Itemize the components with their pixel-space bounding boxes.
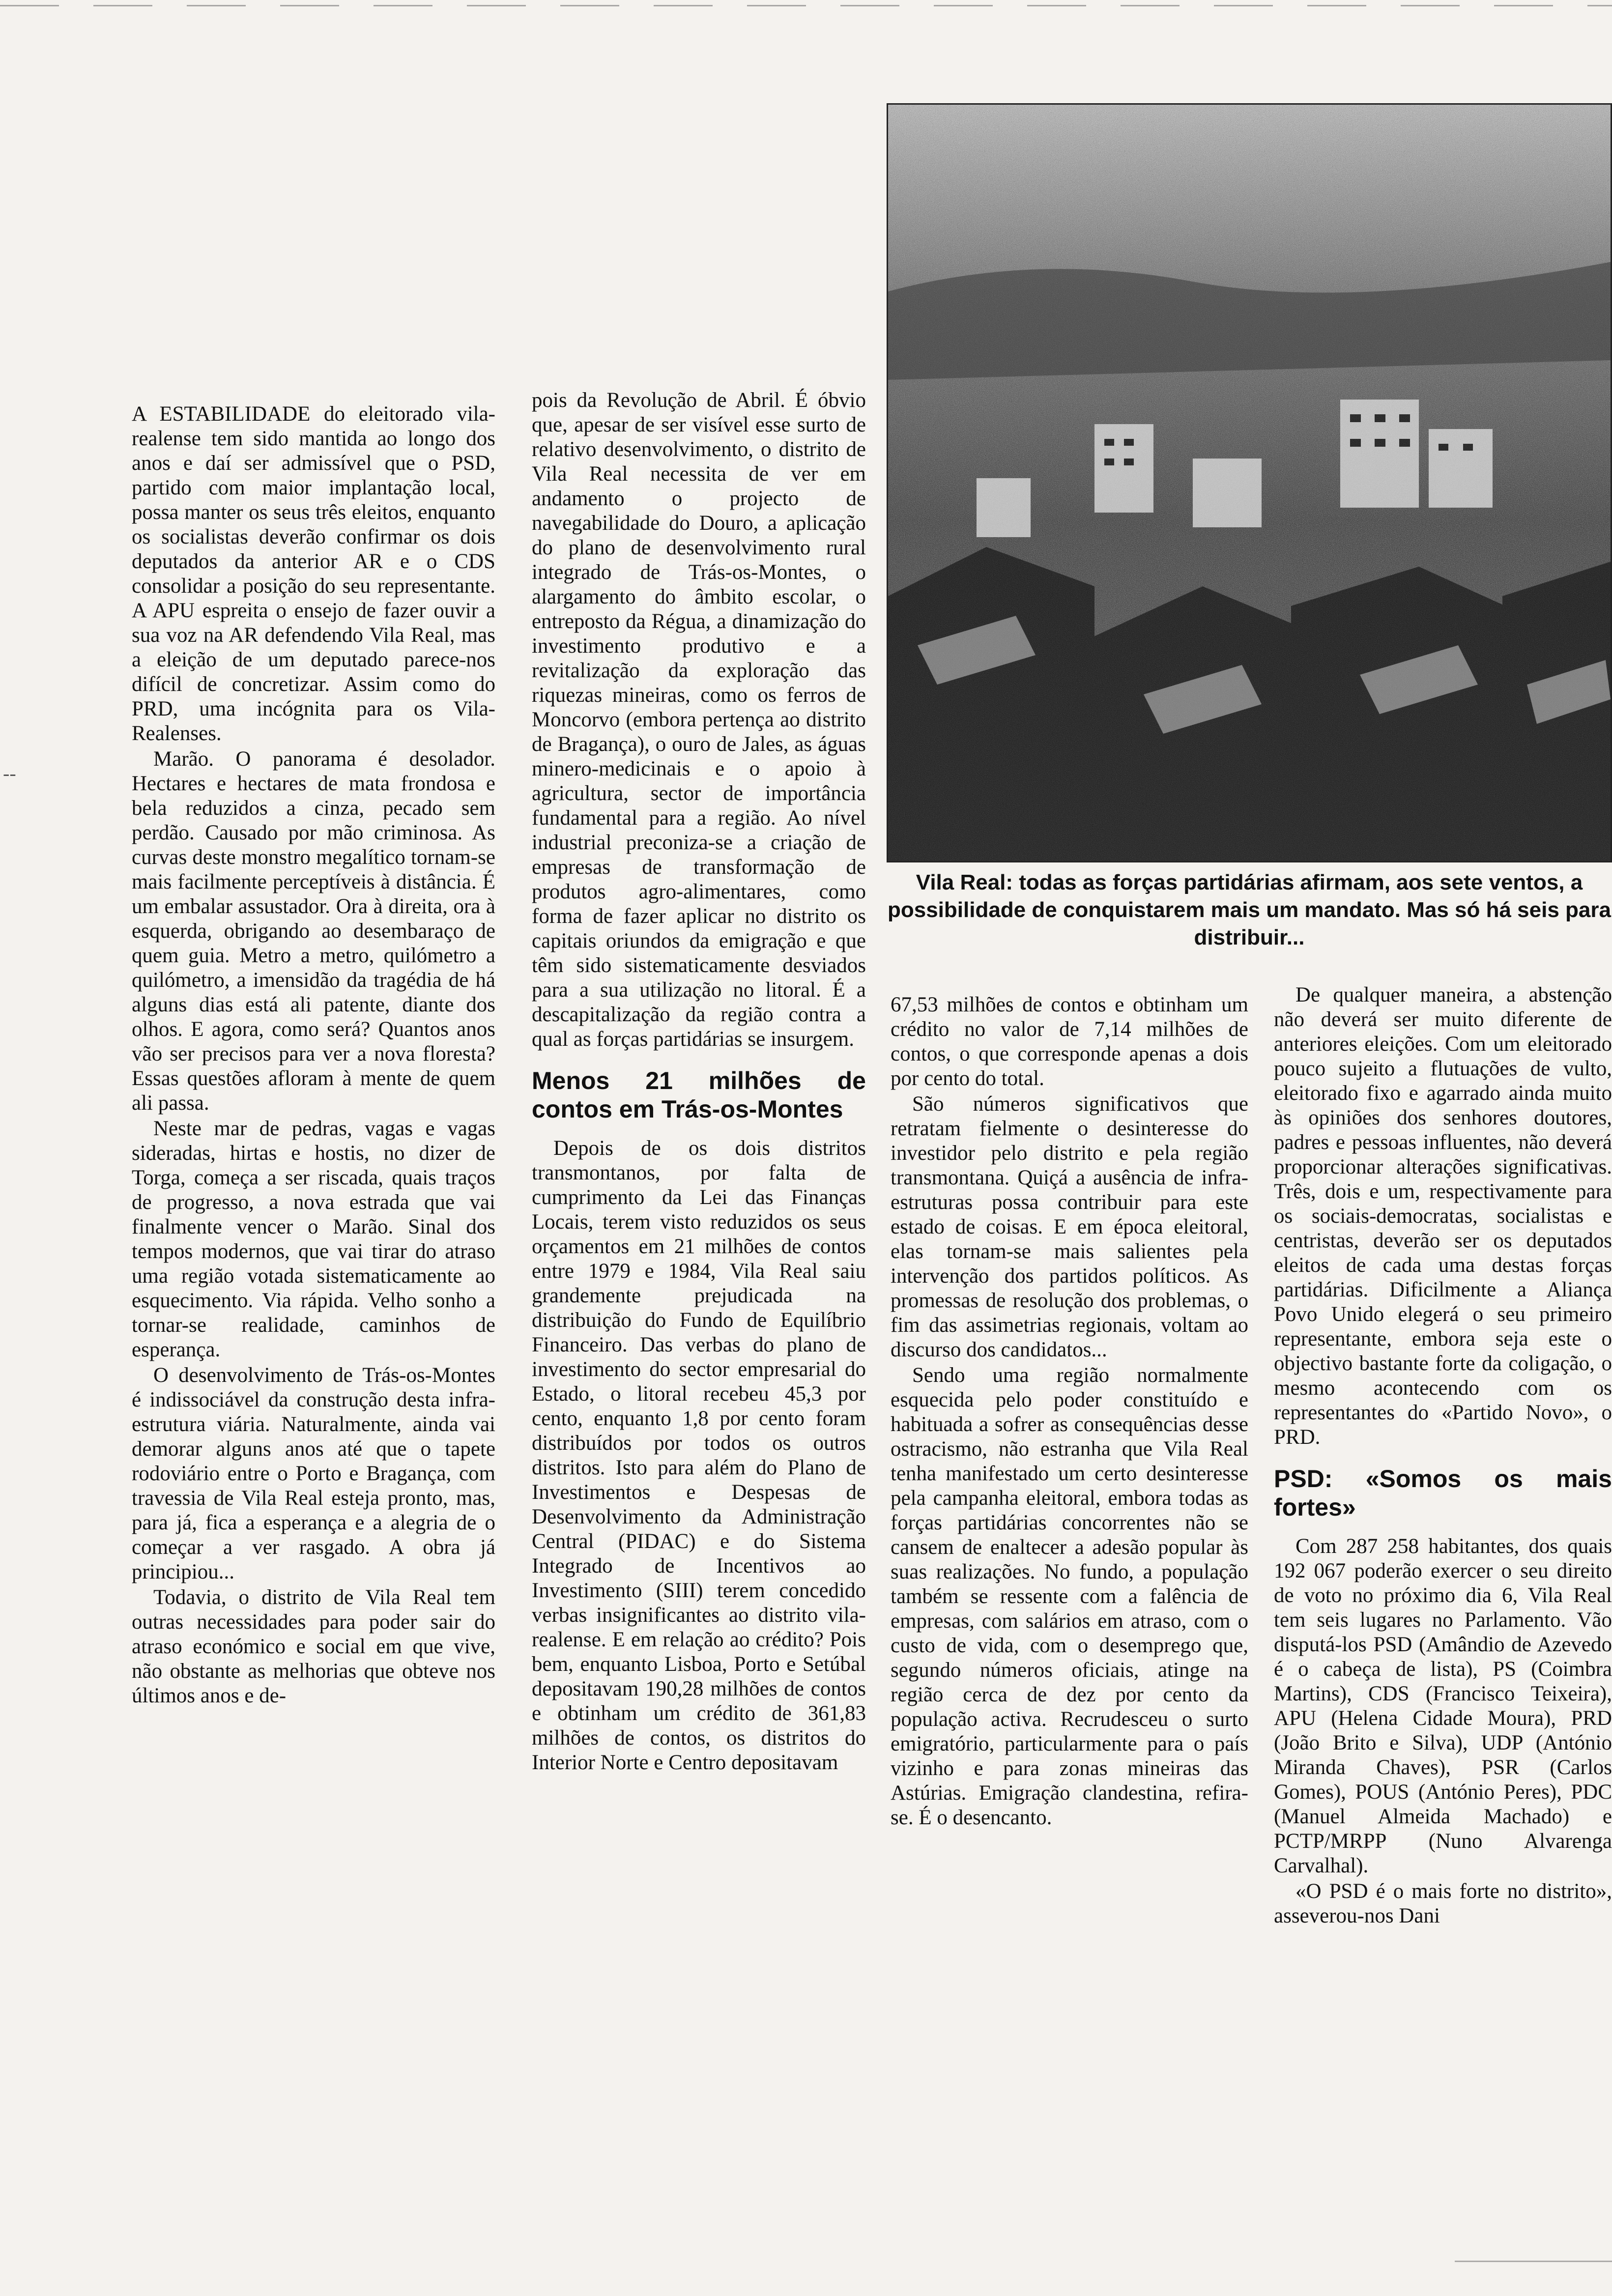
paragraph: 67,53 milhões de contos e obtinham um crédito no valor de 7,14 milhões de contos, o que corresponde apenas a dois por cento do total. <box>891 993 1248 1090</box>
vila-real-photo <box>887 103 1612 862</box>
top-rule <box>0 5 1612 6</box>
article-column-3 <box>891 993 1248 2148</box>
paragraph: Com 287 258 habitantes, dos quais 192 067 poderão exercer o seu direito de voto no próximo dia 6, Vila Real tem seis lugares no Parlamento. Vão disputá-los PSD (Amândio de Azevedo é o cabeça de lista), PS (Coimbra Martins), CDS (Francisco Teixeira), APU (Helena Cidade Moura), PRD (João Brito e Silva), UDP (António Miranda Chaves), PSR (Carlos Gomes), POUS (António Peres), PDC (Manuel Almeida Machado) e PCTP/MRPP (Nuno Alvarenga Carvalhal). <box>1274 1535 1612 1877</box>
article-column-1 <box>132 402 495 2152</box>
article-column-2 <box>532 388 866 2157</box>
paragraph: São números significativos que retratam fielmente o desinteresse do investidor pelo distrito e pela região transmontana. Quiçá a ausência de infra-estruturas possa contribuir para este estado de coisas. E em época eleitoral, elas tornam-se mais salientes pela intervenção dos partidos políticos. As promessas de resolução dos problemas, o fim das assimetrias regionais, voltam ao discurso dos candidatos... <box>891 1092 1248 1361</box>
city-aerial-image <box>888 105 1611 861</box>
margin-mark: ‑‑ <box>3 762 16 784</box>
paragraph: «O PSD é o mais forte no distrito», asseverou-nos Dani <box>1274 1880 1612 1927</box>
subheading-menos-21-milhoes: Menos 21 milhões de contos em Trás-os-Montes <box>532 1067 866 1123</box>
paragraph: Neste mar de pedras, vagas e vagas sideradas, hirtas e hostis, no dizer de Torga, começa a ser riscada, quais traços de progresso, a nova estrada que vai finalmente vencer o Marão. Sinal dos tempos modernos, que vai tirar do atraso uma região votada sistematicamente ao esquecimento. Via rápida. Velho sonho a tornar-se realidade, caminhos de esperança. <box>132 1117 495 1361</box>
lead-paragraph: A ESTABILIDADE do eleitorado vila-realense tem sido mantida ao longo dos anos e daí ser admissível que o PSD, partido com maior implantação local, possa manter os seus três eleitos, enquanto os socialistas deverão confirmar os dois deputados da anterior AR e o CDS consolidar a posição do seu representante. A APU espreita o ensejo de fazer ouvir a sua voz na AR defendendo Vila Real, mas a eleição de um deputado parece-nos difícil de concretizar. Assim como do PRD, uma incógnita para os Vila-Realenses. <box>132 402 495 745</box>
paragraph: Marão. O panorama é desolador. Hectares e hectares de mata frondosa e bela reduzidos a cinza, pecado sem perdão. Causado por mão criminosa. As curvas deste monstro megalítico tornam-se mais facilmente perceptíveis à distância. É um embalar assustador. Ora à direita, ora à esquerda, obrigando ao desembaraço de quem guia. Metro a metro, quilómetro a quilómetro, a imensidão da tragédia de há alguns dias está ali patente, diante dos olhos. E agora, como será? Quantos anos vão ser precisos para ver a nova floresta? Essas questões afloram à mente de quem ali passa. <box>132 747 495 1115</box>
paragraph: O desenvolvimento de Trás-os-Montes é indissociável da construção desta infra-estrutura viária. Naturalmente, ainda vai demorar alguns anos até que o tapete rodoviário entre o Porto e Bragança, com travessia de Vila Real esteja pronto, mas, para já, fica a esperança e a alegria de o começar a ver rasgado. A obra já principiou... <box>132 1364 495 1583</box>
paragraph: Depois de os dois distritos transmontanos, por falta de cumprimento da Lei das Finanças Locais, terem visto reduzidos os seus orçamentos em 21 milhões de contos entre 1979 e 1984, Vila Real saiu grandemente prejudicada na distribuição do Fundo de Equilíbrio Financeiro. Das verbas do plano de investimento do sector empresarial do Estado, o litoral recebeu 45,3 por cento, enquanto 1,8 por cento foram distribuídos por todos os outros distritos. Isto para além do Plano de Investimentos e Despesas de Desenvolvimento da Administração Central (PIDAC) e do Sistema Integrado de Incentivos ao Investimento (SIII) terem concedido verbas insignificantes ao distrito vila-realense. E em relação ao crédito? Pois bem, enquanto Lisboa, Porto e Setúbal depositavam 190,28 milhões de contos e obtinham um crédito de 361,83 milhões de contos, os distritos do Interior Norte e Centro depositavam <box>532 1137 866 1774</box>
paragraph: Sendo uma região normalmente esquecida pelo poder constituído e habituada a sofrer as consequências desse ostracismo, não estranha que Vila Real tenha manifestado um certo desinteresse pela campanha eleitoral, embora todas as forças partidárias concorrentes não se cansem de enaltecer a adesão popular às suas realizações. No fundo, a população também se ressente com a falência de empresas, com salários em atraso, com o custo de vida, com o desemprego que, segundo números oficiais, atinge na região cerca de dez por cento da população activa. Recrudesceu o surto emigratório, particularmente para o país vizinho e para zonas mineiras das Astúrias. Emigração clandestina, refira-se. É o desencanto. <box>891 1364 1248 1829</box>
paragraph: Todavia, o distrito de Vila Real tem outras necessidades para poder sair do atraso económico e social em que vive, não obstante as melhorias que obteve nos últimos anos e de- <box>132 1586 495 1707</box>
photo-caption: Vila Real: todas as forças partidárias afirmam, aos sete ventos, a possibilidade de conquistarem mais um mandato. Mas só há seis para distribuir... <box>887 870 1611 949</box>
paragraph: pois da Revolução de Abril. É óbvio que, apesar de ser visível esse surto de relativo desenvolvimento, o distrito de Vila Real necessita de ver em andamento o projecto de navegabilidade do Douro, a aplicação do plano de desenvolvimento rural integrado de Trás-os-Montes, o alargamento do âmbito escolar, o entreposto da Régua, a dinamização do investimento produtivo e a revitalização da exploração das riquezas mineiras, como os ferros de Moncorvo (embora pertença ao distrito de Bragança), o ouro de Jales, as águas minero-medicinais e o apoio à agricultura, sector de importância fundamental para a região. Ao nível industrial preconiza-se a criação de empresas de transformação de produtos agro-alimentares, como forma de fazer aplicar no distrito os capitais oriundos da emigração e que têm sido sistematicamente desviados para a sua utilização no litoral. É a descapitalização da região contra a qual as forças partidárias se insurgem. <box>532 389 866 1051</box>
bottom-rule <box>1455 2261 1612 2262</box>
article-column-4 <box>1274 983 1612 2152</box>
subheading-psd-somos-os-mais-fortes: PSD: «Somos os mais fortes» <box>1274 1465 1612 1521</box>
paragraph: De qualquer maneira, a abstenção não deverá ser muito diferente de anteriores eleições. Com um eleitorado pouco sujeito a flutuações de vulto, eleitorado fixo e agarrado ainda muito às opiniões dos senhores doutores, padres e pessoas influentes, não deverá proporcionar alterações significativas. Três, dois e um, respectivamente para os sociais-democratas, socialistas e centristas, deverão ser os deputados eleitos de cada uma destas forças partidárias. Dificilmente a Aliança Povo Unido elegerá o seu primeiro representante, embora seja este o objectivo bastante forte da coligação, o mesmo acontecendo com os representantes do «Partido Novo», o PRD. <box>1274 983 1612 1449</box>
